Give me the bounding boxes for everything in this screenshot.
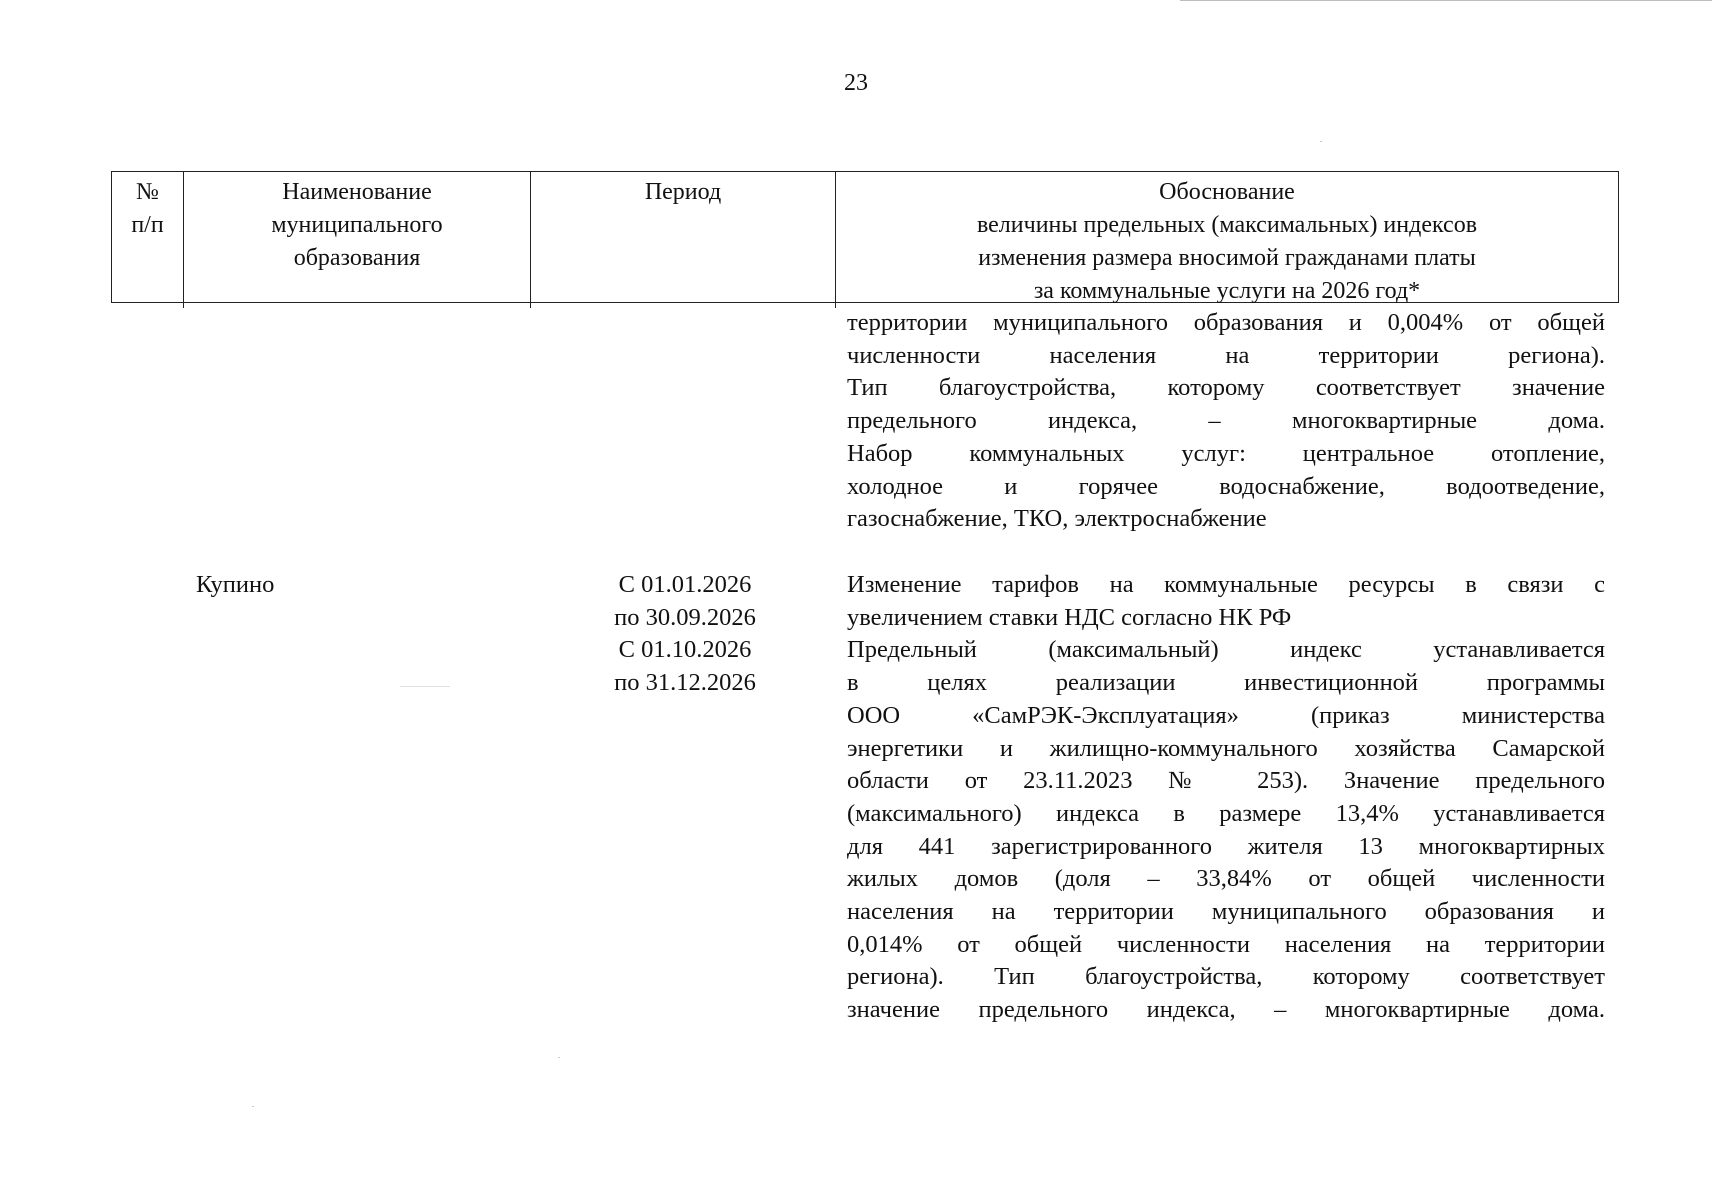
text-line: Предельный (максимальный) индекс устанавливается (847, 636, 1605, 664)
text-line: численности населения на территории региона). (847, 341, 1605, 369)
header-text: изменения размера вносимой гражданами платы (978, 245, 1476, 271)
text-line: области от 23.11.2023 № 253). Значение предельного (847, 767, 1605, 795)
text-line: жилых домов (доля – 33,84% от общей численности (847, 865, 1605, 893)
scan-speck (252, 1106, 254, 1107)
scan-speck (1320, 141, 1322, 142)
text-line: энергетики и жилищно-коммунального хозяйства Самарской (847, 734, 1605, 762)
period-line: по 31.12.2026 (614, 669, 756, 697)
header-text: п/п (131, 212, 164, 238)
scan-speck (400, 686, 450, 687)
period-line: С 01.10.2026 (618, 636, 752, 664)
period-line: по 30.09.2026 (614, 603, 756, 631)
scan-edge-line (1180, 0, 1712, 1)
page-number: 23 (844, 70, 868, 96)
text-line: значение предельного индекса, – многоквартирные дома. (847, 996, 1605, 1024)
header-text: образования (293, 245, 421, 271)
text-line: увеличением ставки НДС согласно НК РФ (847, 603, 1292, 631)
table-header (111, 171, 1619, 303)
header-text: Наименование (282, 179, 432, 205)
text-line: территории муниципального образования и 0,004% от общей (847, 309, 1605, 336)
continuation-justification (847, 307, 1605, 536)
text-line: для 441 зарегистрированного жителя 13 многоквартирных (847, 832, 1605, 860)
municipality-name: Купино (196, 571, 275, 598)
text-line: предельного индекса, – многоквартирные дома. (847, 407, 1605, 435)
text-line: газоснабжение, ТКО, электроснабжение (847, 505, 1267, 533)
period-line: С 01.01.2026 (618, 571, 752, 598)
text-line: холодное и горячее водоснабжение, водоотведение, (847, 472, 1605, 500)
text-line: Изменение тарифов на коммунальные ресурсы в связи с (847, 571, 1605, 598)
header-cell-justification (836, 172, 1618, 308)
header-text: величины предельных (максимальных) индексов (976, 212, 1478, 238)
header-text: Обоснование (1159, 179, 1295, 205)
text-line: Набор коммунальных услуг: центральное отопление, (847, 439, 1605, 467)
scan-speck (558, 1057, 560, 1058)
header-text: муниципального (271, 212, 443, 238)
text-line: населения на территории муниципального образования и (847, 898, 1605, 926)
header-text: за коммунальные услуги на 2026 год* (1033, 278, 1421, 304)
text-line: региона). Тип благоустройства, которому соответствует (847, 963, 1605, 991)
text-line: 0,014% от общей численности населения на территории (847, 930, 1605, 958)
text-line: (максимального) индекса в размере 13,4% устанавливается (847, 799, 1605, 827)
row-justification (847, 569, 1605, 1027)
header-cell-number (112, 172, 184, 308)
header-cell-municipality (184, 172, 531, 308)
text-line: в целях реализации инвестиционной программы (847, 669, 1605, 697)
period-cell (570, 569, 800, 700)
header-cell-period (531, 172, 836, 308)
text-line: ООО «СамРЭК-Эксплуатация» (приказ министерства (847, 701, 1605, 729)
header-text: № (136, 179, 159, 205)
text-line: Тип благоустройства, которому соответствует значение (847, 374, 1605, 402)
header-text: Период (644, 179, 722, 205)
